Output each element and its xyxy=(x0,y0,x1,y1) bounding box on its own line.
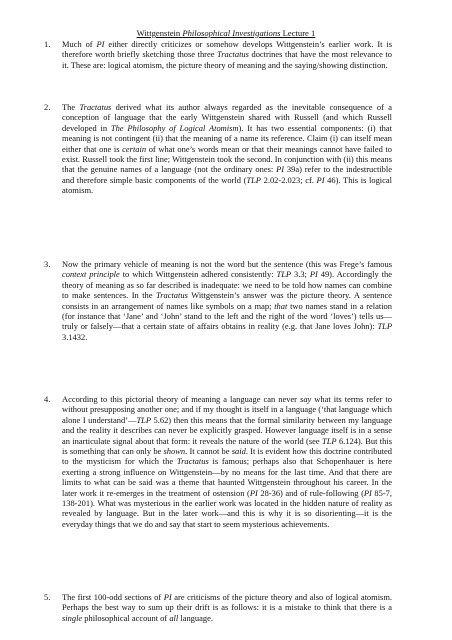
body-text: either directly criticizes or somehow develops Wittgenstein’s earlier work. It is therefore worth briefly sketching those three xyxy=(62,39,392,60)
italic-text: TLP xyxy=(136,414,151,425)
italic-text: Tractatus xyxy=(176,456,209,467)
body-text: 2.02-2.023; cf. xyxy=(260,174,317,185)
body-text: 49). Accordingly the theory of meaning as so far described is inadequate: we need to be told how names can combine to make sentences. In the xyxy=(62,269,392,301)
title-italic: Philosophical Investigations xyxy=(182,28,281,38)
italic-text: said xyxy=(231,446,246,457)
italic-text: shown xyxy=(163,446,186,457)
paragraph-5 xyxy=(62,592,392,623)
paragraph-number: 4. xyxy=(44,394,51,404)
paragraph-number: 2. xyxy=(44,102,51,112)
body-text: . It is evident how this doctrine contributed to the mysticism for which the xyxy=(62,446,392,467)
italic-text: The Philosophy of Logical Atomism xyxy=(110,122,239,133)
italic-text: single xyxy=(62,612,83,623)
paragraph-3 xyxy=(62,259,392,342)
body-text: are criticisms of the picture theory and also of logical atomism. Perhaps the best way to sum up their drift is as follows: it is a mistake to think that there is a xyxy=(62,592,393,613)
body-text: The first 100-odd sections of xyxy=(62,592,164,602)
title-prefix: Wittgenstein xyxy=(136,28,183,38)
body-text: 39a) refer to the indestructible and therefore simple basic components of the world ( xyxy=(62,164,392,185)
paragraph-number: 5. xyxy=(44,592,51,602)
italic-text: PI xyxy=(96,39,105,49)
body-text: 85-7, 138-201). What was mysterious in the earlier work was located in the hidden nature of reality as revealed by language. But in the later work—and this is why it is so disorienting—it is the everyday things that we do and say that start to seem mysterious achievements. xyxy=(62,487,392,529)
italic-text: Tractatus xyxy=(217,49,249,60)
italic-text: TLP xyxy=(322,435,337,446)
italic-text: TLP xyxy=(246,174,261,185)
body-text: derived what its author always regarded as the inevitable consequence of a conception of language that the early Wittgenstein shared with Russell (and which Russell developed in xyxy=(62,102,392,133)
italic-text: PI xyxy=(276,164,285,175)
paragraph-4 xyxy=(62,394,392,529)
italic-text: say xyxy=(300,394,312,404)
body-text: Now the primary vehicle of meaning is not the word but the sentence (this was Frege’s famous xyxy=(62,259,392,269)
body-text: 5.62) then this means that the formal similarity between my language and the reality it describes can never be explicitly grasped. However language itself is in a sense an inarticulate signal about that form: it reveals the nature of the world (see xyxy=(62,414,392,446)
italic-text: all xyxy=(169,612,179,623)
body-text: The xyxy=(62,102,80,112)
italic-text: TLP xyxy=(276,269,292,280)
body-text: Wittgenstein’s answer was the picture theory. A sentence consists in an arrangement of names like symbols on a map; xyxy=(62,290,392,311)
body-text: is famous; perhaps also that Schopenhauer is here exerting a strong influence on Wittgenstein—by no means for the last time. And that there are limits to what can be said was a theme that haunted Wittgenstein throughout his career. In the later work it re-emerges in the treatment of ostension ( xyxy=(62,456,392,498)
body-text: Much of xyxy=(62,39,97,49)
italic-text: PI xyxy=(316,174,325,185)
body-text: doctrines that have the most relevance to it. These are: logical atomism, the picture theory of meaning and the saying/showing distinction. xyxy=(62,49,392,70)
body-text: 6.124). But this is something that can only be xyxy=(62,435,392,457)
body-text: . It cannot be xyxy=(185,446,232,457)
paragraph-number: 1. xyxy=(44,39,51,49)
italic-text: PI xyxy=(249,487,258,498)
body-text: to which Wittgenstein adhered consistently: xyxy=(119,269,277,280)
italic-text: certain xyxy=(122,143,147,154)
body-text: two names stand in a relation (for instance that ‘Jane’ and ‘John’ stand to the left and the right of the word ‘loves’) tells us—truly or falsely—that a certain state of affairs obtains in reality (e.g. that Jane loves John): xyxy=(62,300,392,332)
italic-text: PI xyxy=(363,487,372,498)
body-text: According to this pictorial theory of meaning a language can never xyxy=(62,394,301,404)
italic-text: context principle xyxy=(62,269,120,280)
italic-text: Tractatus xyxy=(155,290,188,301)
italic-text: that xyxy=(274,300,288,311)
italic-text: PI xyxy=(309,269,318,280)
body-text: language. xyxy=(178,612,213,623)
page-title xyxy=(0,28,452,39)
italic-text: TLP xyxy=(377,321,392,332)
body-text: 3.3; xyxy=(291,269,310,280)
body-text: what its terms refer to without presupposing another one; and if my thought is itself in a language (‘that language which alone I understand’— xyxy=(62,394,392,425)
paragraph-number: 3. xyxy=(44,259,51,269)
body-text: of what one’s words mean or that their meanings cannot have failed to exist. Russell took the first line; Wittgenstein took the second. In conjunction with (ii) this means that the genuine names of a language (not the ordinary ones: xyxy=(62,143,392,175)
body-text: ). It has two essential components: (i) that meaning is not contingent (ii) that the meaning of a name its reference. Claim (i) can itself mean either that one is xyxy=(62,122,392,154)
body-text: 28-36) and of rule-following ( xyxy=(257,487,364,498)
body-text: philosophical account of xyxy=(82,612,170,623)
body-text: 3.1432. xyxy=(62,331,88,342)
body-text: 46). This is logical atomism. xyxy=(62,174,392,196)
paragraph-2 xyxy=(62,102,392,196)
paragraph-1 xyxy=(62,39,392,70)
title-suffix: Lecture 1 xyxy=(280,28,316,38)
title-underline xyxy=(137,28,316,38)
italic-text: PI xyxy=(163,592,172,602)
italic-text: Tractatus xyxy=(79,102,112,112)
